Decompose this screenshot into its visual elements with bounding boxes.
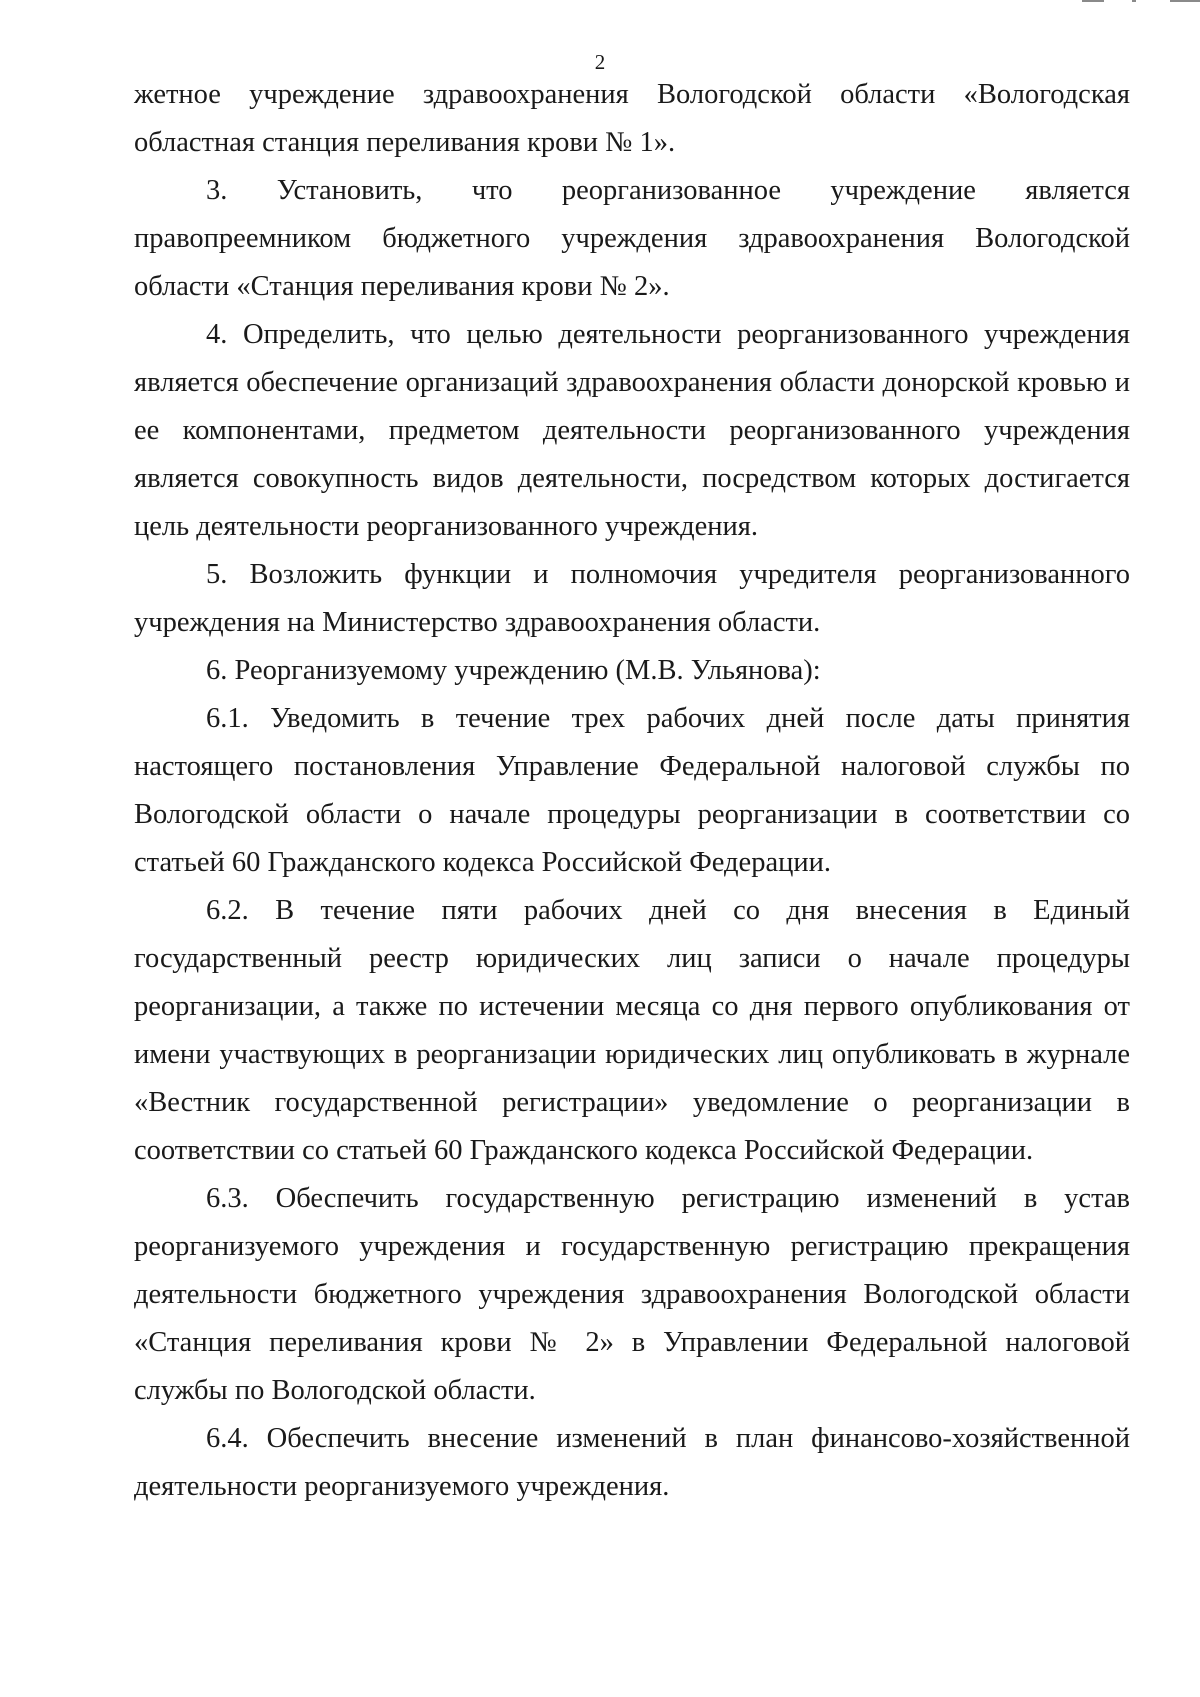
paragraph-item-6: 6. Реорганизуемому учреждению (М.В. Ульянова): bbox=[206, 655, 821, 686]
paragraph-item-6-1: 6.1. Уведомить в течение трех рабочих дней после даты принятия настоящего постановления Управление Федеральной налоговой службы по Вологодской области о начале процедуры реорганизации в соответствии со статьей 60 Гражданского кодекса Российской Федерации. bbox=[134, 703, 1130, 878]
paragraph-item-6-2: 6.2. В течение пяти рабочих дней со дня внесения в Единый государственный реестр юридических лиц записи о начале процедуры реорганизации, а также по истечении месяца со дня первого опубликования от имени участвующих в реорганизации юридических лиц опубликовать в журнале «Вестник государственной регистрации» уведомление о реорганизации в соответствии со статьей 60 Гражданского кодекса Российской Федерации. bbox=[134, 895, 1130, 1166]
paragraph-item-3: 3. Установить, что реорганизованное учреждение является правопреемником бюджетного учреждения здравоохранения Вологодской области «Станция переливания крови № 2». bbox=[134, 175, 1130, 302]
paragraph-item-6-4: 6.4. Обеспечить внесение изменений в план финансово-хозяйственной деятельности реорганизуемого учреждения. bbox=[134, 1423, 1130, 1502]
paragraph-item-5: 5. Возложить функции и полномочия учредителя реорганизованного учреждения на Министерство здравоохранения области. bbox=[134, 559, 1130, 638]
page-number: 2 bbox=[594, 50, 606, 74]
paragraph-item-6-3: 6.3. Обеспечить государственную регистрацию изменений в устав реорганизуемого учреждения и государственную регистрацию прекращения деятельности бюджетного учреждения здравоохранения Вологодской области «Станция переливания крови № 2» в Управлении Федеральной налоговой службы по Вологодской области. bbox=[134, 1183, 1130, 1406]
paragraph-item-4: 4. Определить, что целью деятельности реорганизованного учреждения является обеспечение организаций здравоохранения области донорской кровью и ее компонентами, предметом деятельности реорганизованного учреждения является совокупность видов деятельности, посредством которых достигается цель деятельности реорганизованного учреждения. bbox=[134, 319, 1130, 542]
document-body bbox=[134, 71, 1130, 1511]
paragraph-continuation: жетное учреждение здравоохранения Вологодской области «Вологодская областная станция переливания крови № 1». bbox=[134, 79, 1130, 158]
scan-edge-mark bbox=[1040, 0, 1200, 6]
